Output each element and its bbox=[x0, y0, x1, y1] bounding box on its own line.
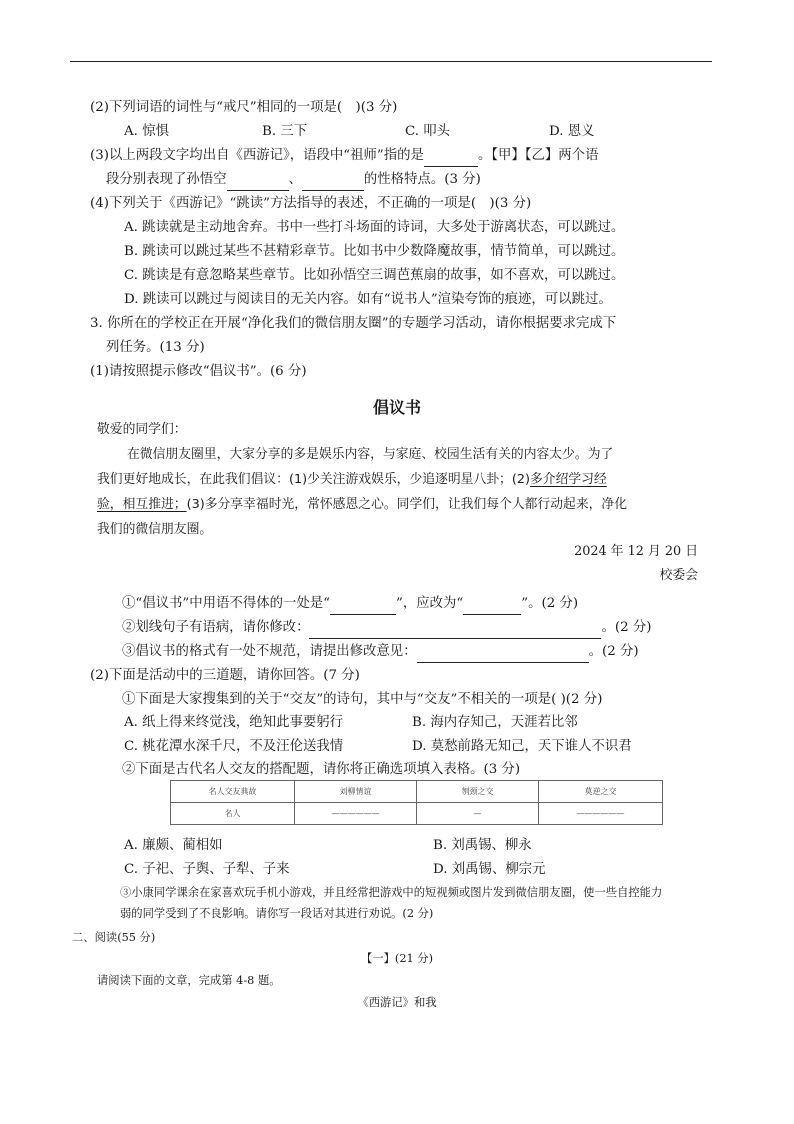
header-rule bbox=[70, 61, 712, 62]
subq1-option-d: D. 莫愁前路无知己，天下谁人不识君 bbox=[412, 739, 632, 754]
q2-option-a: A. 惊惧 bbox=[124, 124, 169, 139]
task2-text-b: 。(2 分) bbox=[601, 620, 652, 635]
table-row bbox=[171, 803, 663, 825]
q3-line1-text-b: 。【甲】【乙】两个语 bbox=[477, 148, 599, 163]
table-header-cell: 名人交友典故 bbox=[171, 781, 295, 803]
q3-blank-2[interactable] bbox=[227, 170, 289, 191]
q3main-sub1: (1)请按照提示修改“倡议书”。(6 分) bbox=[90, 364, 307, 379]
q3-line2-text-a: 段分别表现了孙悟空 bbox=[106, 172, 227, 187]
letter-line2-text: 我们更好地成长，在此我们倡议：(1)少关注游戏娱乐，少追逐明星八卦；(2) bbox=[97, 472, 530, 487]
q3-line2-text-b: 的性格特点。(3 分) bbox=[363, 172, 481, 187]
q2-option-b: B. 三下 bbox=[262, 124, 308, 139]
matching-table bbox=[170, 780, 663, 825]
task1-text-c: ”。(2 分) bbox=[521, 596, 579, 611]
task1-blank-2[interactable] bbox=[463, 594, 521, 615]
section2-part-heading: 【一】(21 分) bbox=[361, 952, 433, 965]
subq1-option-c: C. 桃花潭水深千尺，不及汪伦送我情 bbox=[124, 739, 344, 754]
q3main-line1: 3. 你所在的学校正在开展“净化我们的微信朋友圈”的专题学习活动，请你根据要求完成下 bbox=[90, 316, 617, 331]
q3-line2-sep: 、 bbox=[288, 172, 302, 187]
task1-text-a: ①“倡议书”中用语不得体的一处是“ bbox=[122, 596, 331, 611]
section2-instruction: 请阅读下面的文章，完成第 4-8 题。 bbox=[97, 974, 281, 987]
subq3-line2: 弱的同学受到了不良影响。请你写一段话对其进行劝说。(2 分) bbox=[120, 907, 434, 920]
subq2-option-d: D. 刘禹锡、柳宗元 bbox=[433, 862, 546, 877]
task3 bbox=[122, 642, 639, 663]
letter-underlined-sentence-part2: 验，相互推进； bbox=[97, 497, 187, 512]
letter-line3-text: (3)多分享幸福时光，常怀感恩之心。同学们，让我们每个人都行动起来，净化 bbox=[186, 497, 628, 512]
table-cell: 名人 bbox=[171, 803, 295, 825]
table-header-cell: 莫逆之交 bbox=[539, 781, 663, 803]
q3-blank-3[interactable] bbox=[302, 170, 364, 191]
task3-text-a: ③倡议书的格式有一处不规范，请提出修改意见： bbox=[122, 644, 417, 659]
subq1-option-b: B. 海内存知己，天涯若比邻 bbox=[412, 715, 578, 730]
task3-text-b: 。(2 分) bbox=[588, 644, 639, 659]
task2 bbox=[122, 618, 651, 639]
subq1-option-a: A. 纸上得来终觉浅，绝知此事要躬行 bbox=[124, 715, 344, 730]
q3main-line2: 列任务。(13 分) bbox=[106, 340, 205, 355]
q3-line1-text-a: (3)以上两段文字均出自《西游记》，语段中“祖师”指的是 bbox=[90, 148, 424, 163]
table-answer-cell[interactable]: —————— bbox=[295, 803, 417, 825]
letter-para-line1: 在微信朋友圈里，大家分享的多是娱乐内容，与家庭、校园生活有关的内容太少。为了 bbox=[127, 447, 614, 462]
q3-line2 bbox=[106, 170, 481, 191]
q4-option-b: B. 跳读可以跳过某些不甚精彩章节。比如书中少数降魔故事，情节简单，可以跳过。 bbox=[124, 244, 625, 259]
q4-stem: (4)下列关于《西游记》“跳读”方法指导的表述，不正确的一项是( )(3 分) bbox=[90, 196, 532, 211]
subq2-option-b: B. 刘禹锡、柳永 bbox=[433, 838, 532, 853]
q4-option-d: D. 跳读可以跳过与阅读目的无关内容。如有“说书人”渲染夸饰的痕迹，可以跳过。 bbox=[124, 292, 612, 307]
letter-para-line3 bbox=[97, 495, 627, 515]
table-header-cell: 刎颈之交 bbox=[417, 781, 539, 803]
letter-date: 2024 年 12 月 20 日 bbox=[574, 544, 698, 559]
task1-text-b: ”，应改为“ bbox=[396, 596, 464, 611]
table-header-row bbox=[171, 781, 663, 803]
subq2-option-a: A. 廉颇、蔺相如 bbox=[124, 838, 223, 853]
task3-blank[interactable] bbox=[417, 642, 589, 663]
subq2-stem: ②下面是古代名人交友的搭配题，请你将正确选项填入表格。(3 分) bbox=[122, 762, 521, 777]
q3-part2-stem: (2)下面是活动中的三道题，请你回答。(7 分) bbox=[90, 668, 360, 683]
table-answer-cell[interactable]: —————— bbox=[539, 803, 663, 825]
q4-option-a: A. 跳读就是主动地舍弃。书中一些打斗场面的诗词，大多处于游离状态，可以跳过。 bbox=[124, 220, 625, 235]
q2-option-c: C. 叩头 bbox=[405, 124, 451, 139]
task2-text-a: ②划线句子有语病，请你修改： bbox=[122, 620, 310, 635]
letter-para-line2 bbox=[97, 470, 607, 490]
subq2-option-c: C. 子祀、子舆、子犁、子来 bbox=[124, 862, 290, 877]
subq1-stem: ①下面是大家搜集到的关于“交友”的诗句，其中与“交友”不相关的一项是( )(2 分) bbox=[122, 692, 603, 707]
q2-option-d: D. 恩义 bbox=[549, 124, 595, 139]
section2-heading: 二、阅读(55 分) bbox=[72, 931, 156, 944]
table-answer-cell[interactable]: — bbox=[417, 803, 539, 825]
article-title: 《西游记》和我 bbox=[357, 996, 437, 1009]
letter-title: 倡议书 bbox=[372, 398, 421, 417]
table-header-cell: 刘柳情谊 bbox=[295, 781, 417, 803]
q3-line1 bbox=[90, 146, 598, 167]
subq3-line1: ③小康同学课余在家喜欢玩手机小游戏，并且经常把游戏中的短视频或图片发到微信朋友圈，使一些自控能力 bbox=[120, 886, 663, 899]
letter-para-line4: 我们的微信朋友圈。 bbox=[97, 522, 213, 537]
task1 bbox=[122, 594, 578, 615]
letter-greeting: 敬爱的同学们： bbox=[97, 422, 187, 437]
letter-signer: 校委会 bbox=[659, 568, 698, 583]
task2-blank[interactable] bbox=[309, 618, 601, 639]
q4-option-c: C. 跳读是有意忽略某些章节。比如孙悟空三调芭蕉扇的故事，如不喜欢，可以跳过。 bbox=[124, 268, 625, 283]
letter-underlined-sentence-part1: 多介绍学习经 bbox=[529, 472, 607, 487]
task1-blank-1[interactable] bbox=[330, 594, 396, 615]
q2-stem: (2)下列词语的词性与“戒尺”相同的一项是( )(3 分) bbox=[90, 100, 398, 115]
q3-blank-1[interactable] bbox=[424, 146, 478, 167]
